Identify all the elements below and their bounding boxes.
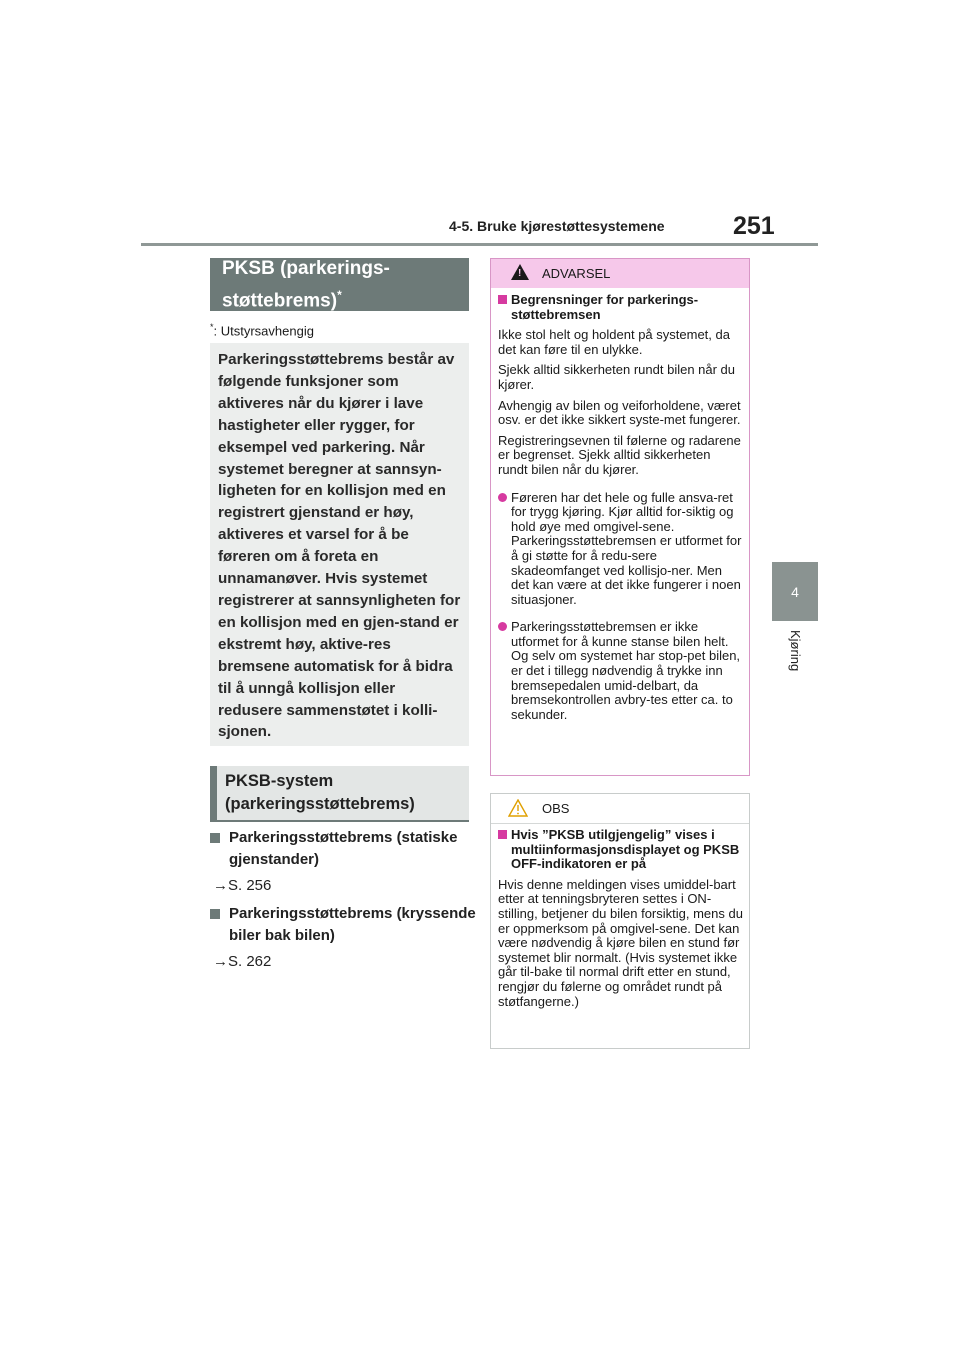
- section-heading-line1: PKSB (parkerings-: [222, 257, 390, 279]
- notice-header: [491, 794, 749, 824]
- circle-bullet-icon: [498, 622, 507, 631]
- warning-subheading: [498, 293, 743, 322]
- warning-body: [498, 293, 743, 722]
- warning-bullet: [498, 491, 743, 608]
- chapter-tab[interactable]: [772, 562, 818, 621]
- footnote-marker: *: [337, 287, 342, 302]
- chapter-section-title: 4-5. Bruke kjørestøttesystemene: [449, 218, 665, 234]
- warning-paragraph: Avhengig av bilen og veiforholdene, været osv. er det ikke sikkert syste-met fungerer.: [498, 397, 741, 428]
- footnote-text: : Utstyrsavhengig: [213, 323, 314, 339]
- warning-header: [491, 259, 749, 288]
- section-heading-pksb-system: [210, 766, 469, 822]
- warning-bullet: [498, 620, 743, 722]
- list-item-title: Parkeringsstøttebrems (kryssende biler bak bilen): [229, 905, 476, 944]
- page-number: 251: [733, 212, 775, 240]
- square-bullet-icon: [210, 909, 220, 919]
- header-divider: [141, 243, 818, 246]
- warning-paragraph: Ikke stol helt og holdent på systemet, da det kan føre til en ulykke.: [498, 327, 730, 357]
- section-heading-line2: støttebrems): [222, 290, 338, 312]
- page-reference-link[interactable]: →S. 256: [213, 877, 272, 894]
- warning-subheading-text: Begrensninger for parkerings-støttebremsen: [511, 292, 699, 322]
- page-reference-link[interactable]: →S. 262: [213, 953, 272, 970]
- circle-bullet-icon: [498, 493, 507, 502]
- intro-box: [210, 343, 469, 746]
- notice-box: [490, 793, 750, 1049]
- warning-box: [490, 258, 750, 776]
- chapter-tab-number: 4: [791, 583, 799, 600]
- warning-bullet-text: Parkeringsstøttebremsen er ikke utformet for å kunne stanse bilen helt. Og selv om systemet har stop-pet bilen, er det i tillegg nødvendig å trykke inn bremsepedalen umid-delbart, da bremsekontrollen avbry-tes etter ca. to sekunder.: [511, 619, 741, 722]
- warning-bullet-text: Føreren har det hele og fulle ansva-ret for trygg kjøring. Kjør alltid for-siktig og hold øye med omgivel-sene. Parkeringsstøttebremsen er utformet for å gi støtte for å redu-sere skadeomfanget ved kollisjo-ner. Men det kan være at det ikke fungerer i noen situasjoner.: [511, 489, 742, 607]
- square-bullet-icon: [498, 830, 507, 839]
- section-heading-text: PKSB-system (parkeringsstøttebrems): [225, 772, 415, 813]
- warning-title: ADVARSEL: [542, 266, 611, 281]
- square-bullet-icon: [498, 295, 507, 304]
- section-heading-pksb: [210, 258, 469, 311]
- warning-paragraph: Registreringsevnen til følerne og radarene er begrenset. Sjekk alltid sikkerheten rundt bilen når du kjører.: [498, 432, 741, 477]
- list-item-title: Parkeringsstøttebrems (statiske gjenstander): [229, 829, 458, 868]
- notice-title: OBS: [542, 801, 570, 816]
- notice-paragraph: Hvis denne meldingen vises umiddel-bart etter at tenningsbryteren settes i ON-stilling, betjener du bilen forsiktig, mens du er oppmerksom på omgivel-sene. Det kan være nødvendig å kjøre bilen en stund før systemet blir normalt. (Hvis systemet ikke går til-bake til normal drift etter en stund, rengjør du følerne og området rundt på støtfangerne.): [498, 876, 743, 1009]
- intro-text: Parkeringsstøttebrems består av følgende funksjoner som aktiveres når du kjører i lave hastigheter eller rygger, for eksempel ved parkering. Når systemet beregner at sannsyn-ligheten for en kollisjon med en registrert gjenstand er høy, aktiveres et varsel for å be føreren om å foreta en unnamanøver. Hvis systemet registrerer at sannsynligheten for en kollisjon med en gjen-stand er ekstremt høy, aktive-res bremsene automatisk for å bidra til å unngå kollisjon eller redusere sammenstøtet i kolli-sjonen.: [218, 351, 461, 741]
- list-item: [210, 827, 470, 871]
- notice-subheading: [498, 828, 743, 872]
- footnote: [210, 322, 314, 338]
- notice-body: [498, 828, 743, 1009]
- chapter-tab-label: Kjøring: [788, 630, 803, 672]
- warning-triangle-icon: !: [511, 264, 529, 280]
- list-item: [210, 903, 476, 947]
- notice-subheading-text: Hvis ”PKSB utilgjengelig” vises i multiinformasjonsdisplayet og PKSB OFF-indikatoren er på: [511, 827, 740, 872]
- square-bullet-icon: [210, 833, 220, 843]
- footnote-star: *: [210, 322, 214, 332]
- caution-triangle-icon: [508, 799, 528, 817]
- warning-paragraph: Sjekk alltid sikkerheten rundt bilen når du kjører.: [498, 362, 736, 392]
